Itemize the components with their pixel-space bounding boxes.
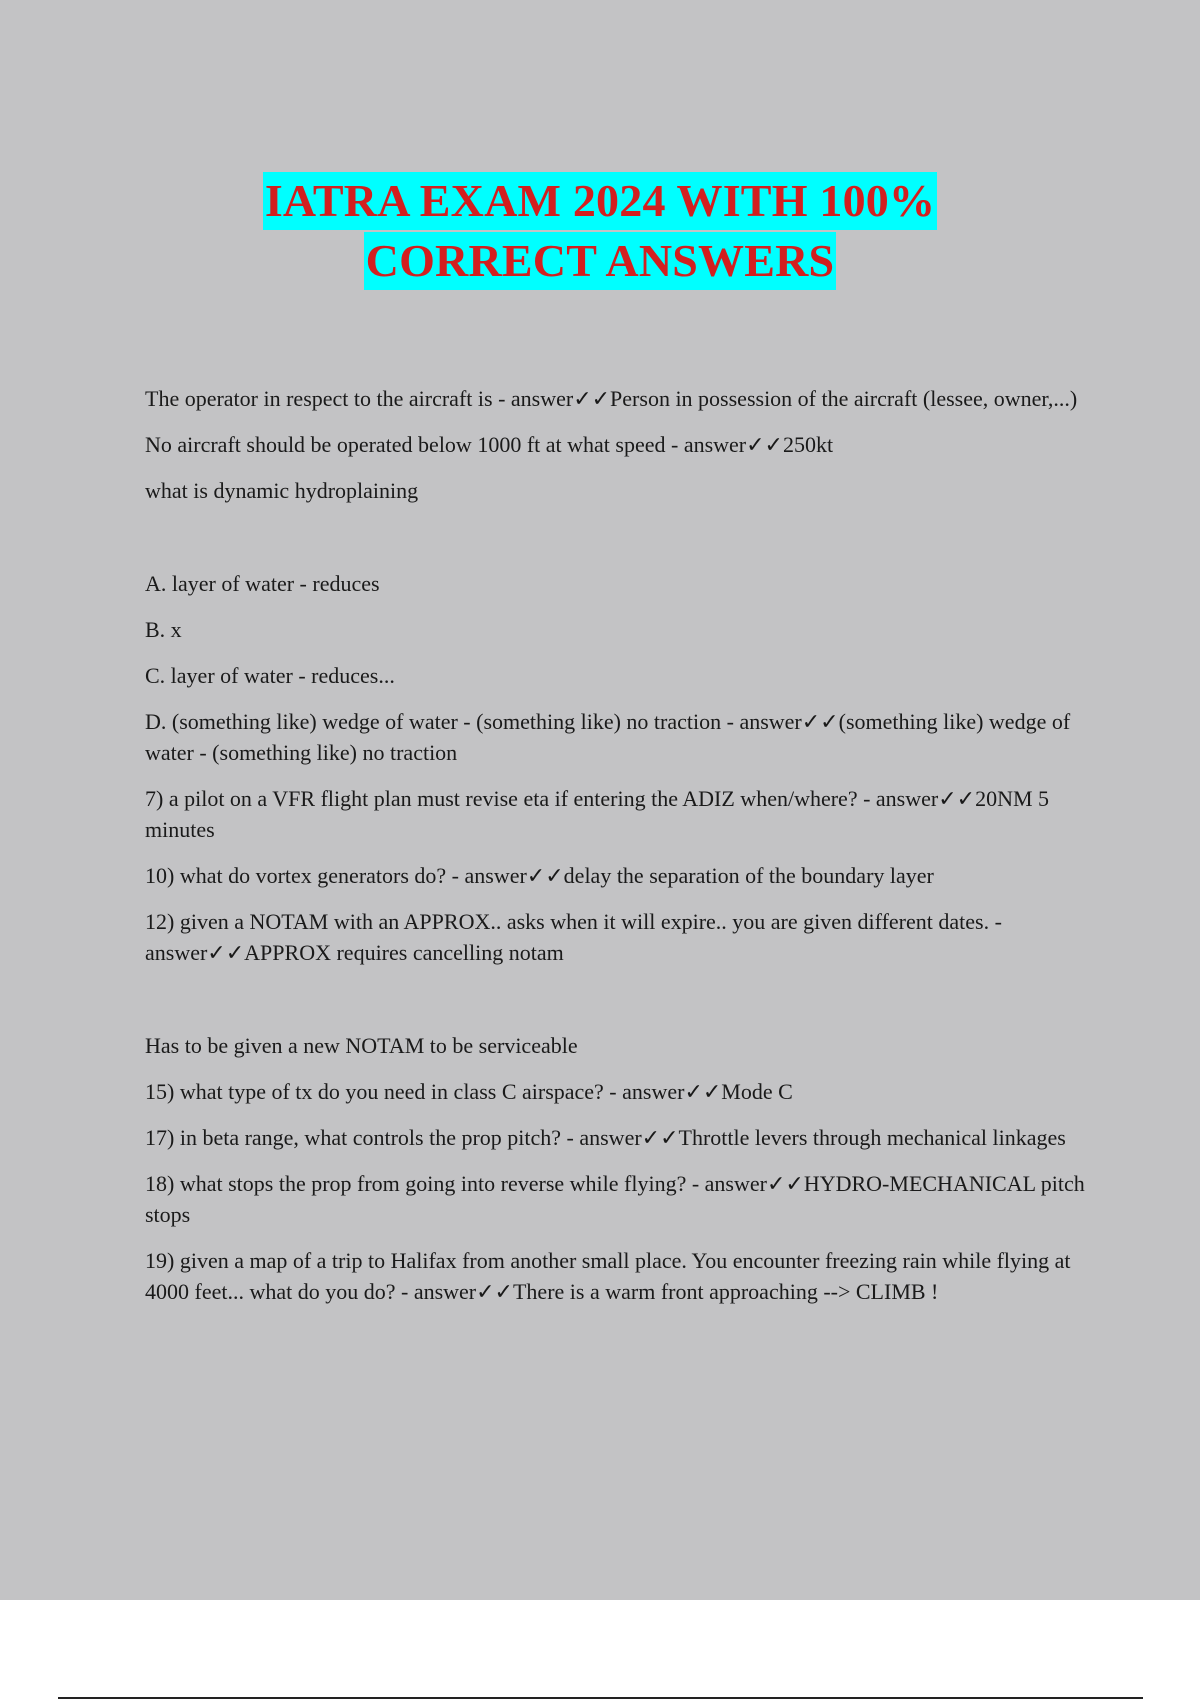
paragraph: 15) what type of tx do you need in class C airspace? - answer✓✓Mode C xyxy=(145,1079,793,1104)
option-c: C. layer of water - reduces... xyxy=(145,663,395,688)
title-line-1: IATRA EXAM 2024 WITH 100% xyxy=(263,172,937,230)
paragraph: 7) a pilot on a VFR flight plan must revise eta if entering the ADIZ when/where? - answer✓✓20NM 5 minutes xyxy=(145,786,1050,842)
option-b: B. x xyxy=(145,617,182,642)
page-divider xyxy=(58,1697,1143,1699)
page-title xyxy=(0,172,1200,292)
paragraph: The operator in respect to the aircraft is - answer✓✓Person in possession of the aircraft (lessee, owner,...) xyxy=(145,386,1078,411)
title-line-2: CORRECT ANSWERS xyxy=(364,232,837,290)
document-body xyxy=(145,383,1085,1322)
paragraph: 19) given a map of a trip to Halifax from another small place. You encounter freezing rain while flying at 4000 feet... what do you do? - answer✓✓There is a warm front approaching --> CLIMB ! xyxy=(145,1248,1071,1304)
paragraph: 10) what do vortex generators do? - answer✓✓delay the separation of the boundary layer xyxy=(145,863,934,888)
paragraph: Has to be given a new NOTAM to be serviceable xyxy=(145,1033,578,1058)
paragraph: 12) given a NOTAM with an APPROX.. asks when it will expire.. you are given different dates. - answer✓✓APPROX requires cancelling notam xyxy=(145,909,1002,965)
option-a: A. layer of water - reduces xyxy=(145,571,380,596)
paragraph: 17) in beta range, what controls the prop pitch? - answer✓✓Throttle levers through mechanical linkages xyxy=(145,1125,1066,1150)
paragraph: what is dynamic hydroplaining xyxy=(145,478,419,503)
paragraph: No aircraft should be operated below 1000 ft at what speed - answer✓✓250kt xyxy=(145,432,834,457)
paragraph: 18) what stops the prop from going into reverse while flying? - answer✓✓HYDRO-MECHANICAL pitch stops xyxy=(145,1171,1085,1227)
option-d: D. (something like) wedge of water - (something like) no traction - answer✓✓(something like) wedge of water - (something like) no traction xyxy=(145,709,1071,765)
